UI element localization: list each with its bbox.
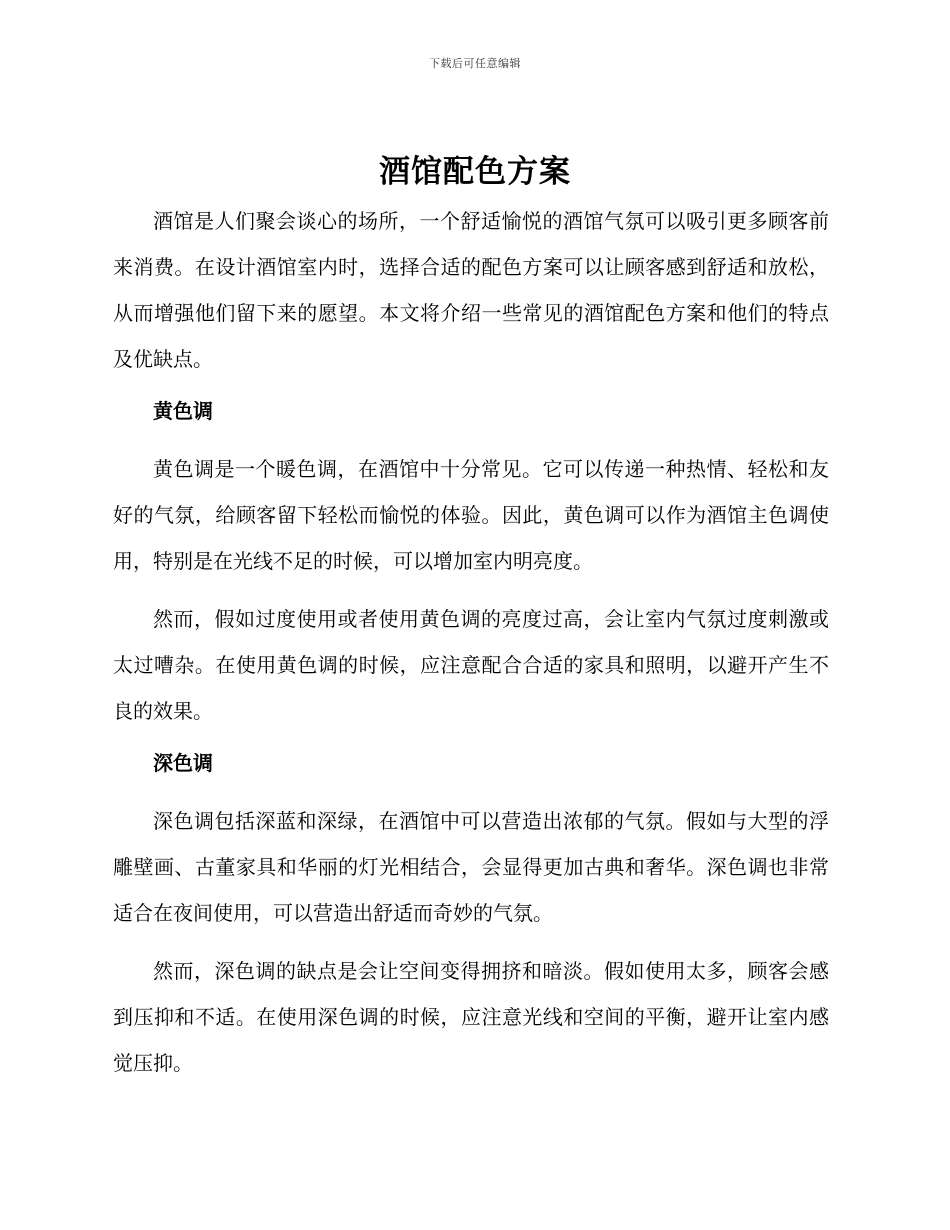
- section-paragraph: 深色调包括深蓝和深绿，在酒馆中可以营造出浓郁的气氛。假如与大型的浮雕壁画、古董家具和华丽的灯光相结合，会显得更加古典和奢华。深色调也非常适合在夜间使用，可以营造出舒适而奇妙的气氛。: [113, 809, 829, 925]
- section-heading: 黄色调: [153, 399, 213, 423]
- section-heading: 深色调: [153, 751, 213, 775]
- section-dark-tone: [113, 740, 829, 1086]
- document-title: 酒馆配色方案: [379, 154, 571, 190]
- document-body: [113, 198, 829, 1086]
- section-yellow-tone: [113, 388, 829, 734]
- section-paragraph: 然而，假如过度使用或者使用黄色调的亮度过高，会让室内气氛过度刺激或太过嘈杂。在使用黄色调的时候，应注意配合合适的家具和照明，以避开产生不良的效果。: [113, 607, 829, 723]
- section-paragraph: 黄色调是一个暖色调，在酒馆中十分常见。它可以传递一种热情、轻松和友好的气氛，给顾客留下轻松而愉悦的体验。因此，黄色调可以作为酒馆主色调使用，特别是在光线不足的时候，可以增加室内明亮度。: [113, 457, 829, 573]
- page-header-note: 下载后可任意编辑: [429, 57, 521, 70]
- intro-paragraph: 酒馆是人们聚会谈心的场所，一个舒适愉悦的酒馆气氛可以吸引更多顾客前来消费。在设计酒馆室内时，选择合适的配色方案可以让顾客感到舒适和放松，从而增强他们留下来的愿望。本文将介绍一些常见的酒馆配色方案和他们的特点及优缺点。: [113, 209, 829, 371]
- section-paragraph: 然而，深色调的缺点是会让空间变得拥挤和暗淡。假如使用太多，顾客会感到压抑和不适。在使用深色调的时候，应注意光线和空间的平衡，避开让室内感觉压抑。: [113, 959, 829, 1075]
